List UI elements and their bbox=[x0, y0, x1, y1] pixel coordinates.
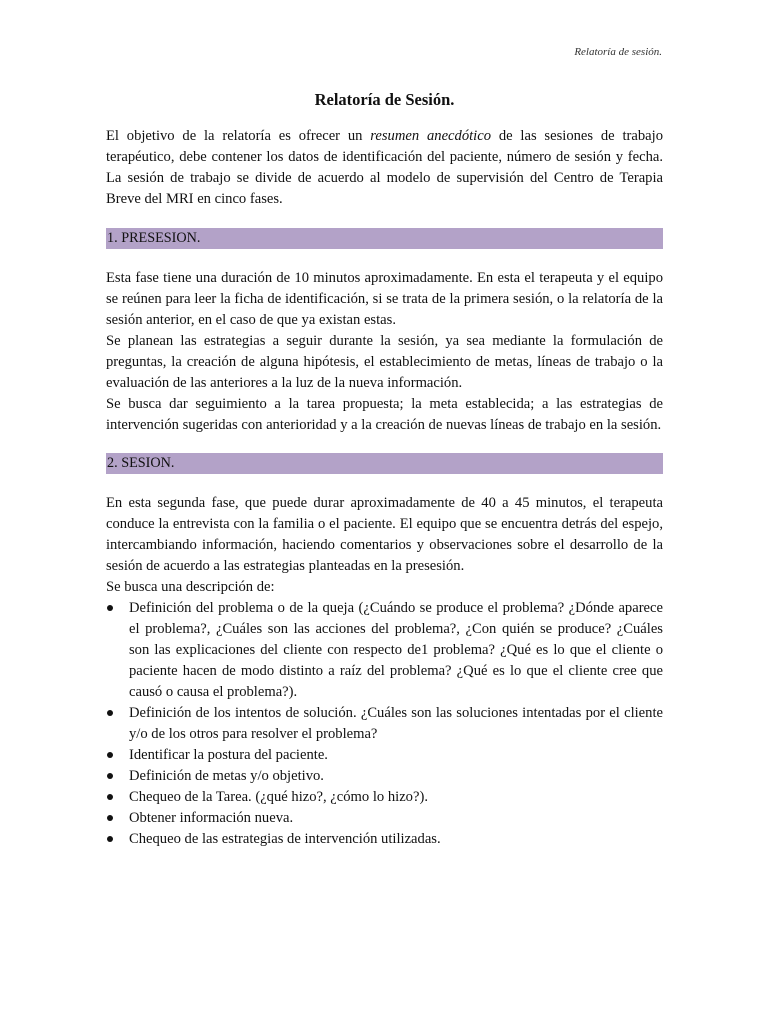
running-header: Relatoría de sesión. bbox=[574, 46, 662, 58]
list-item-text: Identificar la postura del paciente. bbox=[129, 747, 328, 763]
document-body bbox=[106, 88, 663, 850]
bullet-icon bbox=[107, 794, 113, 800]
list-item-text: Definición de metas y/o objetivo. bbox=[129, 768, 324, 784]
list-item-text: Obtener información nueva. bbox=[129, 810, 294, 826]
paragraph: Se busca una descripción de: bbox=[106, 579, 275, 595]
list-item-text: Definición de los intentos de solución. ¿Cuáles son las soluciones intentadas por el cliente y/o de los otros para resolver el problema? bbox=[129, 705, 663, 742]
list-item bbox=[106, 703, 663, 745]
bullet-icon bbox=[107, 836, 113, 842]
intro-text-end: de las sesiones de trabajo terapéutico, debe contener los datos de identificación del paciente, número de sesión y fecha. La sesión de trabajo se divide de acuerdo al modelo de supervisión del Centro de Terapia Breve del MRI en cinco fases. bbox=[106, 128, 663, 207]
bullet-icon bbox=[107, 815, 113, 821]
section-sesion-body bbox=[106, 493, 663, 850]
list-item-text: Definición del problema o de la queja (¿Cuándo se produce el problema? ¿Dónde aparece el problema?, ¿Cuáles son las acciones del problema?, ¿Con quién se produce? ¿Cuáles son las explicaciones del cliente con respecto de1 problema? ¿Qué es lo que el cliente o paciente hacen de modo distinto a raíz del problema? ¿Qué es lo que el cliente cree que causó o causa el problema?). bbox=[129, 600, 663, 700]
list-item bbox=[106, 745, 663, 766]
bullet-icon bbox=[107, 773, 113, 779]
intro-text-start: El objetivo de la relatoría es ofrecer un bbox=[106, 128, 371, 144]
paragraph: Esta fase tiene una duración de 10 minutos aproximadamente. En esta el terapeuta y el equipo se reúnen para leer la ficha de identificación, si se trata de la primera sesión, o la relatoría de la sesión anterior, en el caso de que ya existan estas. bbox=[106, 270, 663, 328]
section-heading-presesion: 1. PRESESION. bbox=[106, 228, 663, 249]
document-title: Relatoría de Sesión. bbox=[314, 90, 455, 109]
section-presesion-body bbox=[106, 268, 663, 436]
bullet-icon bbox=[107, 605, 113, 611]
paragraph: En esta segunda fase, que puede durar aproximadamente de 40 a 45 minutos, el terapeuta conduce la entrevista con la familia o el paciente. El equipo que se encuentra detrás del espejo, intercambiando información, haciendo comentarios y observaciones sobre el desarrollo de la sesión de acuerdo a las estrategias planteadas en la presesión. bbox=[106, 495, 663, 574]
list-item bbox=[106, 598, 663, 703]
list-item bbox=[106, 787, 663, 808]
section-heading-sesion: 2. SESION. bbox=[106, 453, 663, 474]
list-item-text: Chequeo de la Tarea. (¿qué hizo?, ¿cómo lo hizo?). bbox=[129, 789, 428, 805]
list-item bbox=[106, 808, 663, 829]
bullet-icon bbox=[107, 752, 113, 758]
intro-emphasis: resumen anecdótico bbox=[370, 128, 492, 144]
list-item bbox=[106, 829, 663, 850]
list-item-text: Chequeo de las estrategias de intervención utilizadas. bbox=[129, 831, 441, 847]
intro-paragraph bbox=[106, 126, 663, 210]
list-item bbox=[106, 766, 663, 787]
bullet-icon bbox=[107, 710, 113, 716]
paragraph: Se busca dar seguimiento a la tarea propuesta; la meta establecida; a las estrategias de intervención sugeridas con anterioridad y a la creación de nuevas líneas de trabajo en la sesión. bbox=[106, 396, 663, 433]
paragraph: Se planean las estrategias a seguir durante la sesión, ya sea mediante la formulación de preguntas, la creación de alguna hipótesis, el establecimiento de metas, líneas de trabajo o la evaluación de las anteriores a la luz de la nueva información. bbox=[106, 333, 663, 391]
description-list bbox=[106, 598, 663, 850]
